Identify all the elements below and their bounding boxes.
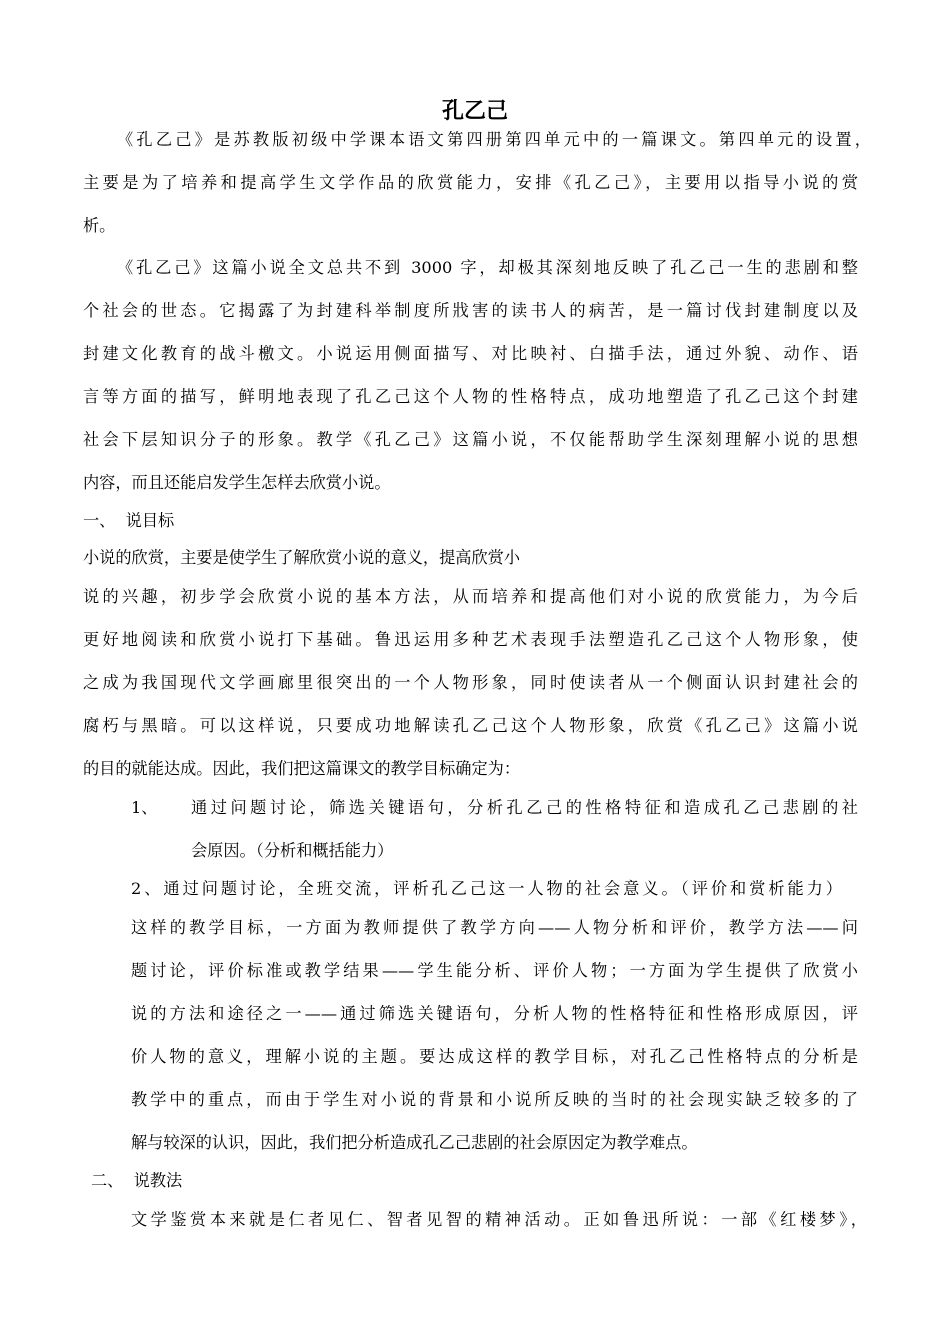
paragraph-2-line-6: 内容，而且还能启发学生怎样去欣赏小说。 [83, 473, 391, 492]
section-1-para-line-1: 这样的教学目标，一方面为教师提供了教学方向——人物分析和评价，教学方法——问 [131, 918, 858, 937]
section-1-line-3: 更好地阅读和欣赏小说打下基础。鲁迅运用多种艺术表现手法塑造孔乙己这个人物形象，使 [83, 630, 858, 649]
paragraph-1-line-2: 主要是为了培养和提高学生文学作品的欣赏能力，安排《孔乙己》，主要用以指导小说的赏 [83, 173, 858, 192]
objective-1-line-2: 会原因。（分析和概括能力） [191, 841, 394, 860]
paragraph-1-line-3: 析。 [83, 216, 116, 235]
section-1-line-6: 的目的就能达成。因此，我们把这篇课文的教学目标确定为： [83, 759, 521, 778]
objective-1-line-1: 通过问题讨论，筛选关键语句，分析孔乙己的性格特征和造成孔乙己悲剧的社 [191, 798, 858, 817]
paragraph-2-line-5: 社会下层知识分子的形象。教学《孔乙己》这篇小说，不仅能帮助学生深刻理解小说的思想 [83, 430, 858, 449]
section-1-para-line-4: 价人物的意义，理解小说的主题。要达成这样的教学目标，对孔乙己性格特点的分析是 [131, 1047, 858, 1066]
section-1-line-1: 小说的欣赏，主要是使学生了解欣赏小说的意义，提高欣赏小 [83, 548, 521, 567]
paragraph-2-line-3: 封建文化教育的战斗檄文。小说运用侧面描写、对比映衬、白描手法，通过外貌、动作、语 [83, 344, 858, 363]
section-2-heading: 二、 说教法 [91, 1171, 183, 1190]
section-1-heading: 一、 说目标 [83, 511, 175, 530]
objective-1-number: 1、 [131, 798, 158, 817]
paragraph-2-line-1: 《孔乙己》这篇小说全文总共不到 3000 字，却极其深刻地反映了孔乙己一生的悲剧和整 [117, 258, 858, 277]
section-1-line-2: 说的兴趣，初步学会欣赏小说的基本方法，从而培养和提高他们对小说的欣赏能力，为今后 [83, 587, 858, 606]
objective-2: 2、通过问题讨论，全班交流，评析孔乙己这一人物的社会意义。（评价和赏析能力） [131, 879, 842, 898]
section-1-para-line-3: 说的方法和途径之一——通过筛选关键语句，分析人物的性格特征和性格形成原因，评 [131, 1004, 858, 1023]
section-1-line-4: 之成为我国现代文学画廊里很突出的一个人物形象，同时使读者从一个侧面认识封建社会的 [83, 673, 858, 692]
paragraph-2-line-2: 个社会的世态。它揭露了为封建科举制度所戕害的读书人的病苦，是一篇讨伐封建制度以及 [83, 301, 858, 320]
section-1-para-line-2: 题讨论，评价标准或教学结果——学生能分析、评价人物；一方面为学生提供了欣赏小 [131, 961, 858, 980]
section-1-line-5: 腐朽与黑暗。可以这样说，只要成功地解读孔乙己这个人物形象，欣赏《孔乙己》这篇小说 [83, 716, 858, 735]
section-1-para-line-5: 教学中的重点，而由于学生对小说的背景和小说所反映的当时的社会现实缺乏较多的了 [131, 1090, 858, 1109]
document-title: 孔乙己 [441, 99, 508, 124]
section-2-line-1: 文学鉴赏本来就是仁者见仁、智者见智的精神活动。正如鲁迅所说：一部《红楼梦》， [131, 1210, 867, 1229]
paragraph-1-line-1: 《孔乙己》是苏教版初级中学课本语文第四册第四单元中的一篇课文。第四单元的设置， [117, 130, 871, 149]
paragraph-2-line-4: 言等方面的描写，鲜明地表现了孔乙己这个人物的性格特点，成功地塑造了孔乙己这个封建 [83, 387, 858, 406]
section-1-para-line-6: 解与较深的认识，因此，我们把分析造成孔乙己悲剧的社会原因定为教学难点。 [131, 1133, 698, 1152]
